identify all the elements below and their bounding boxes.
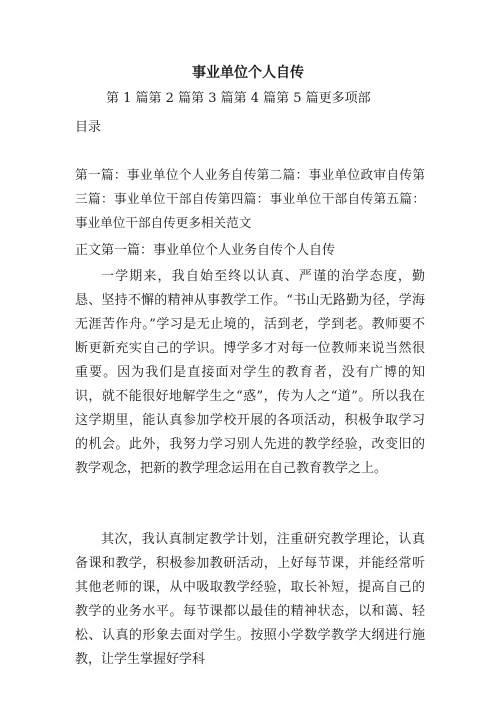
body-paragraph-2: 其次，我认真制定教学计划，注重研究教学理论，认真备课和教学，积极参加教研活动，上好每节课，并能经常听其他老师的课，从中吸取教学经验，取长补短，提高自己的教学的业务水平。每节课都以最佳的精神状态，以和蔼、轻松、认真的形象去面对学生。按照小学数学教学大纲进行施教，让学生掌握好学科: [75, 532, 425, 667]
document-title: 事业单位个人自传: [192, 65, 304, 81]
body-heading: 正文第一篇：事业单位个人业务自传个人自传: [75, 243, 336, 258]
toc-heading: 目录: [75, 120, 102, 135]
chapter-navigation: 第 1 篇第 2 篇第 3 篇第 4 篇第 5 篇更多项部: [106, 91, 371, 106]
body-paragraph-1: 一学期来，我自始至终以认真、严谨的治学态度，勤恳、坚持不懈的精神从事教学工作。“书山无路勤为径，学海无涯苦作舟。”学习是无止境的，活到老，学到老。教师要不断更新充实自己的学识。博学多才对每一位教师来说当然很重要。因为我们是直接面对学生的教育者，没有广博的知识，就不能很好地解学生之“惑”，传为人之“道”。所以我在这学期里，能认真参加学校开展的各项活动，积极争取学习的机会。此外，我努力学习别人先进的教学经验，改变旧的教学观念，把新的教学理念运用在自己教育教学之上。: [75, 269, 425, 476]
toc-links: 第一篇：事业单位个人业务自传第二篇：事业单位政审自传第三篇：事业单位干部自传第四篇：事业单位干部自传第五篇：事业单位干部自传更多相关范文: [75, 167, 425, 230]
